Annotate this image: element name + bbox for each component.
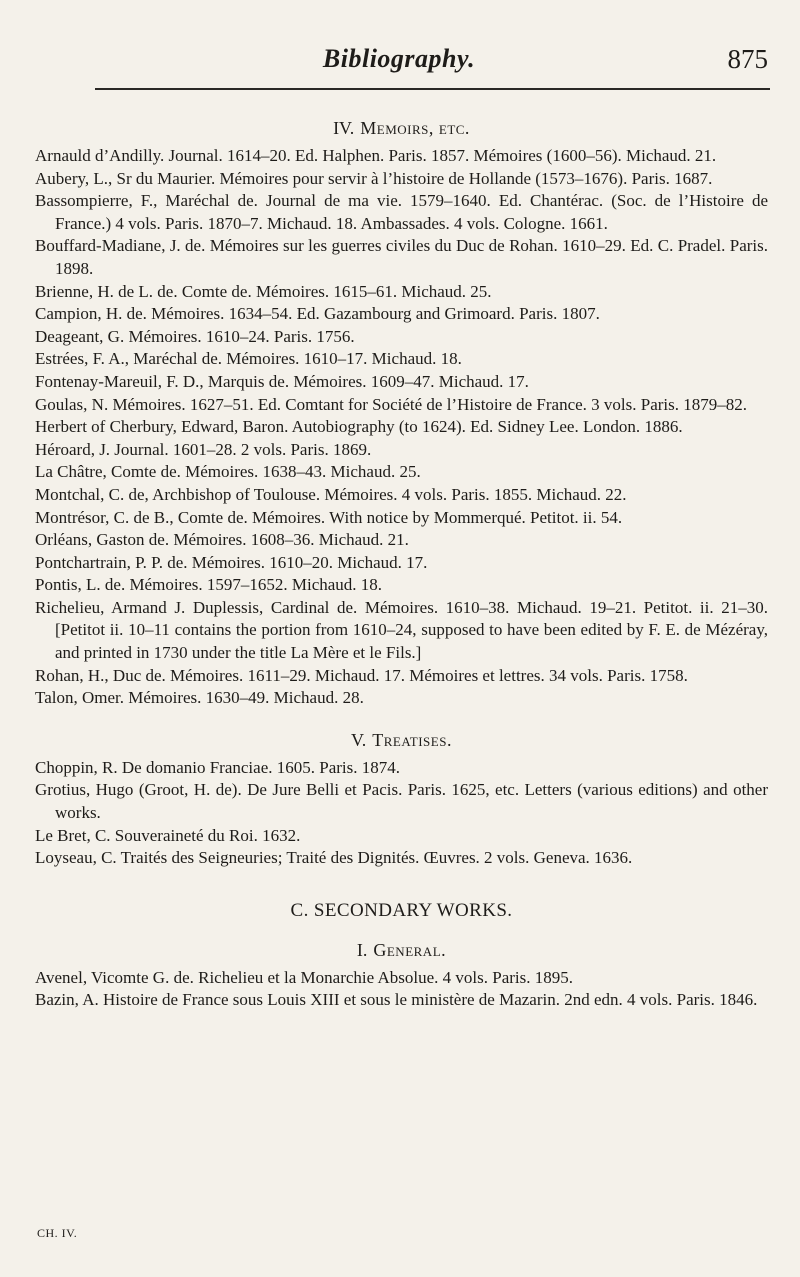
bibliography-entry: Richelieu, Armand J. Duplessis, Cardinal de. Mémoires. 1610–38. Michaud. 19–21. Petitot. ii. 21–30. [Petitot ii. 10–11 contains the portion from 1610–24, supposed to have been edited by F. E. de Mézéray, and printed in 1730 under the title La Mère et le Fils.]	[35, 597, 768, 663]
bibliography-entry: Grotius, Hugo (Groot, H. de). De Jure Belli et Pacis. Paris. 1625, etc. Letters (various editions) and other works.	[35, 780, 768, 823]
bibliography-entry: Fontenay-Mareuil, F. D., Marquis de. Mémoires. 1609–47. Michaud. 17.	[35, 371, 529, 391]
bibliography-entry: Montchal, C. de, Archbishop of Toulouse. Mémoires. 4 vols. Paris. 1855. Michaud. 22.	[35, 484, 627, 504]
section-title: Treatises.	[372, 729, 452, 750]
bibliography-entry: Rohan, H., Duc de. Mémoires. 1611–29. Michaud. 17. Mémoires et lettres. 34 vols. Paris. 1758.	[35, 665, 688, 685]
section-heading-treatises	[35, 730, 768, 757]
bibliography-body	[35, 118, 768, 1012]
page-number: 875	[727, 44, 768, 74]
bibliography-entry: Deageant, G. Mémoires. 1610–24. Paris. 1756.	[35, 326, 355, 346]
bibliography-entry: Brienne, H. de L. de. Comte de. Mémoires. 1615–61. Michaud. 25.	[35, 281, 492, 301]
signature-mark: CH. IV.	[37, 1226, 78, 1240]
part-heading-secondary-works: C. SECONDARY WORKS.	[290, 899, 513, 921]
bibliography-entry: Bassompierre, F., Maréchal de. Journal de ma vie. 1579–1640. Ed. Chantérac. (Soc. de l’Histoire de France.) 4 vols. Paris. 1870–7. Michaud. 18. Ambassades. 4 vols. Cologne. 1661.	[35, 191, 768, 233]
entry-list-memoirs	[35, 145, 768, 710]
section-numeral: IV.	[333, 118, 355, 138]
bibliography-entry: Talon, Omer. Mémoires. 1630–49. Michaud. 28.	[35, 688, 364, 708]
bibliography-entry: Pontchartrain, P. P. de. Mémoires. 1610–20. Michaud. 17.	[35, 552, 428, 572]
entry-list-treatises	[35, 757, 768, 870]
section-heading-memoirs	[35, 118, 768, 145]
bibliography-entry: Bazin, A. Histoire de France sous Louis XIII et sous le ministère de Mazarin. 2nd edn. 4 vols. Paris. 1846.	[35, 990, 758, 1010]
bibliography-entry: Choppin, R. De domanio Franciae. 1605. Paris. 1874.	[35, 757, 400, 777]
entry-list-general	[35, 967, 768, 1012]
section-numeral: V.	[351, 729, 367, 750]
section-title: Memoirs, etc.	[360, 118, 470, 138]
bibliography-entry: Le Bret, C. Souveraineté du Roi. 1632.	[35, 825, 301, 845]
bibliography-entry: Goulas, N. Mémoires. 1627–51. Ed. Comtant for Société de l’Histoire de France. 3 vols. Paris. 1879–82.	[35, 394, 747, 414]
bibliography-entry: Arnauld d’Andilly. Journal. 1614–20. Ed. Halphen. Paris. 1857. Mémoires (1600–56). Michaud. 21.	[35, 146, 717, 165]
bibliography-entry: Campion, H. de. Mémoires. 1634–54. Ed. Gazambourg and Grimoard. Paris. 1807.	[35, 304, 600, 324]
section-title: General.	[373, 939, 447, 960]
bibliography-entry: Montrésor, C. de B., Comte de. Mémoires. With notice by Mommerqué. Petitot. ii. 54.	[35, 507, 623, 527]
bibliography-entry: Estrées, F. A., Maréchal de. Mémoires. 1610–17. Michaud. 18.	[35, 349, 462, 369]
header-rule	[95, 88, 770, 90]
bibliography-entry: Orléans, Gaston de. Mémoires. 1608–36. Michaud. 21.	[35, 530, 409, 550]
bibliography-entry: Avenel, Vicomte G. de. Richelieu et la Monarchie Absolue. 4 vols. Paris. 1895.	[35, 967, 573, 987]
bibliography-entry: Bouffard-Madiane, J. de. Mémoires sur les guerres civiles du Duc de Rohan. 1610–29. Ed. C. Pradel. Paris. 1898.	[35, 236, 768, 278]
section-heading-general	[35, 940, 768, 967]
bibliography-entry: Aubery, L., Sr du Maurier. Mémoires pour servir à l’histoire de Hollande (1573–1676). Paris. 1687.	[35, 168, 713, 188]
bibliography-entry: La Châtre, Comte de. Mémoires. 1638–43. Michaud. 25.	[35, 462, 421, 482]
bibliography-entry: Pontis, L. de. Mémoires. 1597–1652. Michaud. 18.	[35, 575, 383, 595]
section-numeral: I.	[356, 939, 368, 960]
bibliography-entry: Héroard, J. Journal. 1601–28. 2 vols. Paris. 1869.	[35, 439, 372, 459]
running-title: Bibliography.	[322, 44, 476, 73]
bibliography-entry: Herbert of Cherbury, Edward, Baron. Autobiography (to 1624). Ed. Sidney Lee. London. 1886.	[35, 417, 683, 437]
running-header	[30, 44, 768, 80]
bibliography-entry: Loyseau, C. Traités des Seigneuries; Traité des Dignités. Œuvres. 2 vols. Geneva. 1636.	[35, 848, 633, 868]
